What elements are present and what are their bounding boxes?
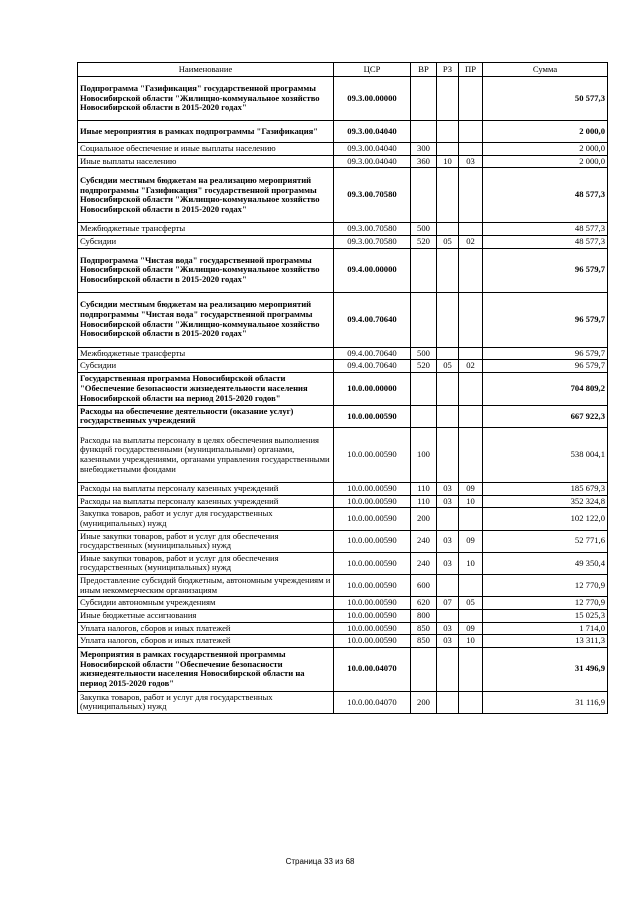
table-row bbox=[78, 372, 608, 405]
cell-sum: 2 000,0 bbox=[483, 155, 608, 168]
table-row bbox=[78, 552, 608, 574]
table-row bbox=[78, 609, 608, 622]
cell-csr: 09.4.00.70640 bbox=[334, 360, 411, 373]
cell-rz bbox=[437, 575, 459, 597]
table-row bbox=[78, 155, 608, 168]
cell-vr bbox=[411, 292, 437, 347]
header-csr: ЦСР bbox=[334, 63, 411, 77]
cell-sum: 96 579,7 bbox=[483, 360, 608, 373]
cell-vr: 520 bbox=[411, 235, 437, 248]
cell-pr bbox=[459, 168, 483, 223]
cell-rz bbox=[437, 143, 459, 156]
cell-rz: 05 bbox=[437, 235, 459, 248]
cell-rz: 05 bbox=[437, 360, 459, 373]
cell-pr bbox=[459, 121, 483, 143]
cell-csr: 09.4.00.70640 bbox=[334, 292, 411, 347]
cell-sum: 96 579,7 bbox=[483, 248, 608, 292]
table-row bbox=[78, 635, 608, 648]
cell-csr: 10.0.00.00590 bbox=[334, 575, 411, 597]
cell-pr bbox=[459, 292, 483, 347]
cell-csr: 10.0.00.00590 bbox=[334, 495, 411, 508]
cell-vr bbox=[411, 647, 437, 691]
cell-name: Субсидии местным бюджетам на реализацию мероприятий подпрограммы "Газификация" государственной программы Новосибирской области "Жилищно-коммунальное хозяйство Новосибирской области в 2015-2020 годах" bbox=[78, 168, 334, 223]
cell-rz bbox=[437, 428, 459, 483]
cell-rz: 03 bbox=[437, 622, 459, 635]
cell-name: Субсидии местным бюджетам на реализацию мероприятий подпрограммы "Чистая вода" государственной программы Новосибирской области "Жилищно-коммунальное хозяйство Новосибирской области в 2015-2020 годах" bbox=[78, 292, 334, 347]
cell-pr bbox=[459, 647, 483, 691]
table-row bbox=[78, 168, 608, 223]
cell-sum: 31 116,9 bbox=[483, 691, 608, 713]
cell-csr: 09.3.00.70580 bbox=[334, 235, 411, 248]
cell-name: Иные закупки товаров, работ и услуг для обеспечения государственных (муниципальных) нужд bbox=[78, 530, 334, 552]
cell-vr bbox=[411, 121, 437, 143]
cell-csr: 09.3.00.70580 bbox=[334, 223, 411, 236]
cell-pr: 05 bbox=[459, 597, 483, 610]
cell-pr: 03 bbox=[459, 155, 483, 168]
cell-csr: 09.3.00.70580 bbox=[334, 168, 411, 223]
cell-vr: 240 bbox=[411, 530, 437, 552]
cell-pr bbox=[459, 508, 483, 530]
cell-name: Мероприятия в рамках государственной программы Новосибирской области "Обеспечение безопасности жизнедеятельности населения Новосибирской области на период 2015-2020 годов" bbox=[78, 647, 334, 691]
cell-sum: 96 579,7 bbox=[483, 292, 608, 347]
cell-name: Расходы на выплаты персоналу казенных учреждений bbox=[78, 483, 334, 496]
cell-vr bbox=[411, 77, 437, 121]
cell-pr bbox=[459, 405, 483, 427]
cell-sum: 185 679,3 bbox=[483, 483, 608, 496]
table-row bbox=[78, 691, 608, 713]
cell-pr bbox=[459, 575, 483, 597]
cell-csr: 10.0.00.00590 bbox=[334, 552, 411, 574]
cell-vr: 520 bbox=[411, 360, 437, 373]
cell-csr: 10.0.00.00590 bbox=[334, 530, 411, 552]
cell-pr bbox=[459, 248, 483, 292]
cell-sum: 12 770,9 bbox=[483, 575, 608, 597]
cell-name: Предоставление субсидий бюджетным, автономным учреждениям и иным некоммерческим организациям bbox=[78, 575, 334, 597]
cell-name: Иные мероприятия в рамках подпрограммы "Газификация" bbox=[78, 121, 334, 143]
cell-name: Подпрограмма "Чистая вода" государственной программы Новосибирской области "Жилищно-коммунальное хозяйство Новосибирской области в 2015-2020 годах" bbox=[78, 248, 334, 292]
cell-rz bbox=[437, 223, 459, 236]
cell-sum: 667 922,3 bbox=[483, 405, 608, 427]
table-row bbox=[78, 405, 608, 427]
cell-name: Субсидии автономным учреждениям bbox=[78, 597, 334, 610]
table-row bbox=[78, 495, 608, 508]
cell-pr: 09 bbox=[459, 622, 483, 635]
cell-vr: 850 bbox=[411, 635, 437, 648]
header-name: Наименование bbox=[78, 63, 334, 77]
cell-sum: 31 496,9 bbox=[483, 647, 608, 691]
cell-rz: 03 bbox=[437, 483, 459, 496]
cell-name: Закупка товаров, работ и услуг для государственных (муниципальных) нужд bbox=[78, 691, 334, 713]
table-row bbox=[78, 77, 608, 121]
cell-rz bbox=[437, 405, 459, 427]
cell-pr bbox=[459, 428, 483, 483]
cell-csr: 09.3.00.04040 bbox=[334, 155, 411, 168]
table-row bbox=[78, 235, 608, 248]
cell-vr: 200 bbox=[411, 691, 437, 713]
cell-name: Иные выплаты населению bbox=[78, 155, 334, 168]
cell-rz: 03 bbox=[437, 552, 459, 574]
table-row bbox=[78, 223, 608, 236]
cell-name: Уплата налогов, сборов и иных платежей bbox=[78, 635, 334, 648]
cell-pr bbox=[459, 223, 483, 236]
cell-pr bbox=[459, 347, 483, 360]
cell-vr: 620 bbox=[411, 597, 437, 610]
cell-csr: 10.0.00.00590 bbox=[334, 483, 411, 496]
cell-csr: 10.0.00.00000 bbox=[334, 372, 411, 405]
cell-vr: 500 bbox=[411, 347, 437, 360]
header-pr: ПР bbox=[459, 63, 483, 77]
cell-name: Социальное обеспечение и иные выплаты населению bbox=[78, 143, 334, 156]
cell-pr: 10 bbox=[459, 495, 483, 508]
cell-pr bbox=[459, 691, 483, 713]
table-row bbox=[78, 121, 608, 143]
cell-csr: 10.0.00.04070 bbox=[334, 691, 411, 713]
cell-rz bbox=[437, 121, 459, 143]
cell-csr: 10.0.00.00590 bbox=[334, 405, 411, 427]
cell-csr: 09.3.00.04040 bbox=[334, 143, 411, 156]
cell-vr: 300 bbox=[411, 143, 437, 156]
cell-name: Иные закупки товаров, работ и услуг для обеспечения государственных (муниципальных) нужд bbox=[78, 552, 334, 574]
cell-vr: 240 bbox=[411, 552, 437, 574]
cell-name: Расходы на выплаты персоналу в целях обеспечения выполнения функций государственными (муниципальными) органами, казенными учреждениями, органами управления государственными внебюджетными фондами bbox=[78, 428, 334, 483]
cell-rz bbox=[437, 647, 459, 691]
cell-rz: 03 bbox=[437, 635, 459, 648]
cell-vr: 110 bbox=[411, 483, 437, 496]
table-row bbox=[78, 647, 608, 691]
table-row bbox=[78, 508, 608, 530]
cell-rz: 03 bbox=[437, 530, 459, 552]
cell-csr: 09.3.00.00000 bbox=[334, 77, 411, 121]
cell-rz: 07 bbox=[437, 597, 459, 610]
cell-pr: 10 bbox=[459, 635, 483, 648]
table-row bbox=[78, 575, 608, 597]
cell-rz bbox=[437, 77, 459, 121]
cell-rz bbox=[437, 248, 459, 292]
cell-name: Уплата налогов, сборов и иных платежей bbox=[78, 622, 334, 635]
cell-csr: 10.0.00.00590 bbox=[334, 597, 411, 610]
cell-sum: 102 122,0 bbox=[483, 508, 608, 530]
cell-vr: 360 bbox=[411, 155, 437, 168]
cell-pr bbox=[459, 143, 483, 156]
table-row bbox=[78, 143, 608, 156]
cell-vr: 200 bbox=[411, 508, 437, 530]
header-rz: РЗ bbox=[437, 63, 459, 77]
cell-sum: 52 771,6 bbox=[483, 530, 608, 552]
cell-name: Закупка товаров, работ и услуг для государственных (муниципальных) нужд bbox=[78, 508, 334, 530]
budget-table bbox=[77, 62, 608, 714]
cell-name: Межбюджетные трансферты bbox=[78, 347, 334, 360]
cell-vr bbox=[411, 372, 437, 405]
cell-pr bbox=[459, 77, 483, 121]
cell-sum: 96 579,7 bbox=[483, 347, 608, 360]
table-row bbox=[78, 428, 608, 483]
table-row bbox=[78, 622, 608, 635]
cell-rz bbox=[437, 691, 459, 713]
cell-sum: 352 324,8 bbox=[483, 495, 608, 508]
cell-pr bbox=[459, 609, 483, 622]
cell-sum: 538 004,1 bbox=[483, 428, 608, 483]
header-sum: Сумма bbox=[483, 63, 608, 77]
table-body bbox=[78, 77, 608, 714]
cell-csr: 10.0.00.04070 bbox=[334, 647, 411, 691]
cell-csr: 10.0.00.00590 bbox=[334, 609, 411, 622]
cell-csr: 10.0.00.00590 bbox=[334, 508, 411, 530]
table-row bbox=[78, 483, 608, 496]
cell-name: Субсидии bbox=[78, 360, 334, 373]
cell-sum: 49 350,4 bbox=[483, 552, 608, 574]
cell-vr bbox=[411, 405, 437, 427]
cell-sum: 704 809,2 bbox=[483, 372, 608, 405]
cell-pr: 09 bbox=[459, 530, 483, 552]
table-row bbox=[78, 597, 608, 610]
page-number: Страница 33 из 68 bbox=[285, 857, 355, 866]
cell-name: Межбюджетные трансферты bbox=[78, 223, 334, 236]
table-row bbox=[78, 347, 608, 360]
cell-pr bbox=[459, 372, 483, 405]
cell-csr: 09.4.00.70640 bbox=[334, 347, 411, 360]
cell-name: Иные бюджетные ассигнования bbox=[78, 609, 334, 622]
cell-vr: 850 bbox=[411, 622, 437, 635]
cell-csr: 10.0.00.00590 bbox=[334, 428, 411, 483]
cell-sum: 48 577,3 bbox=[483, 223, 608, 236]
cell-rz bbox=[437, 168, 459, 223]
cell-sum: 12 770,9 bbox=[483, 597, 608, 610]
cell-name: Расходы на выплаты персоналу казенных учреждений bbox=[78, 495, 334, 508]
table-row bbox=[78, 248, 608, 292]
header-vr: ВР bbox=[411, 63, 437, 77]
cell-csr: 10.0.00.00590 bbox=[334, 635, 411, 648]
cell-pr: 02 bbox=[459, 235, 483, 248]
cell-pr: 02 bbox=[459, 360, 483, 373]
cell-pr: 09 bbox=[459, 483, 483, 496]
cell-csr: 09.3.00.04040 bbox=[334, 121, 411, 143]
cell-vr bbox=[411, 248, 437, 292]
cell-vr: 600 bbox=[411, 575, 437, 597]
cell-sum: 13 311,3 bbox=[483, 635, 608, 648]
cell-vr: 110 bbox=[411, 495, 437, 508]
cell-rz bbox=[437, 508, 459, 530]
table-row bbox=[78, 360, 608, 373]
cell-rz bbox=[437, 292, 459, 347]
cell-rz bbox=[437, 609, 459, 622]
table-header-row bbox=[78, 63, 608, 77]
cell-sum: 50 577,3 bbox=[483, 77, 608, 121]
cell-rz bbox=[437, 372, 459, 405]
cell-name: Подпрограмма "Газификация" государственной программы Новосибирской области "Жилищно-коммунальное хозяйство Новосибирской области в 2015-2020 годах" bbox=[78, 77, 334, 121]
cell-sum: 2 000,0 bbox=[483, 121, 608, 143]
cell-csr: 10.0.00.00590 bbox=[334, 622, 411, 635]
table-row bbox=[78, 292, 608, 347]
cell-sum: 1 714,0 bbox=[483, 622, 608, 635]
cell-vr bbox=[411, 168, 437, 223]
cell-sum: 15 025,3 bbox=[483, 609, 608, 622]
cell-name: Расходы на обеспечение деятельности (оказание услуг) государственных учреждений bbox=[78, 405, 334, 427]
cell-sum: 48 577,3 bbox=[483, 168, 608, 223]
cell-vr: 500 bbox=[411, 223, 437, 236]
cell-sum: 48 577,3 bbox=[483, 235, 608, 248]
cell-csr: 09.4.00.00000 bbox=[334, 248, 411, 292]
cell-rz bbox=[437, 347, 459, 360]
cell-vr: 800 bbox=[411, 609, 437, 622]
cell-name: Государственная программа Новосибирской области "Обеспечение безопасности жизнедеятельности населения Новосибирской области на период 2015-2020 годов" bbox=[78, 372, 334, 405]
cell-pr: 10 bbox=[459, 552, 483, 574]
cell-name: Субсидии bbox=[78, 235, 334, 248]
cell-vr: 100 bbox=[411, 428, 437, 483]
cell-rz: 03 bbox=[437, 495, 459, 508]
cell-rz: 10 bbox=[437, 155, 459, 168]
table-row bbox=[78, 530, 608, 552]
cell-sum: 2 000,0 bbox=[483, 143, 608, 156]
